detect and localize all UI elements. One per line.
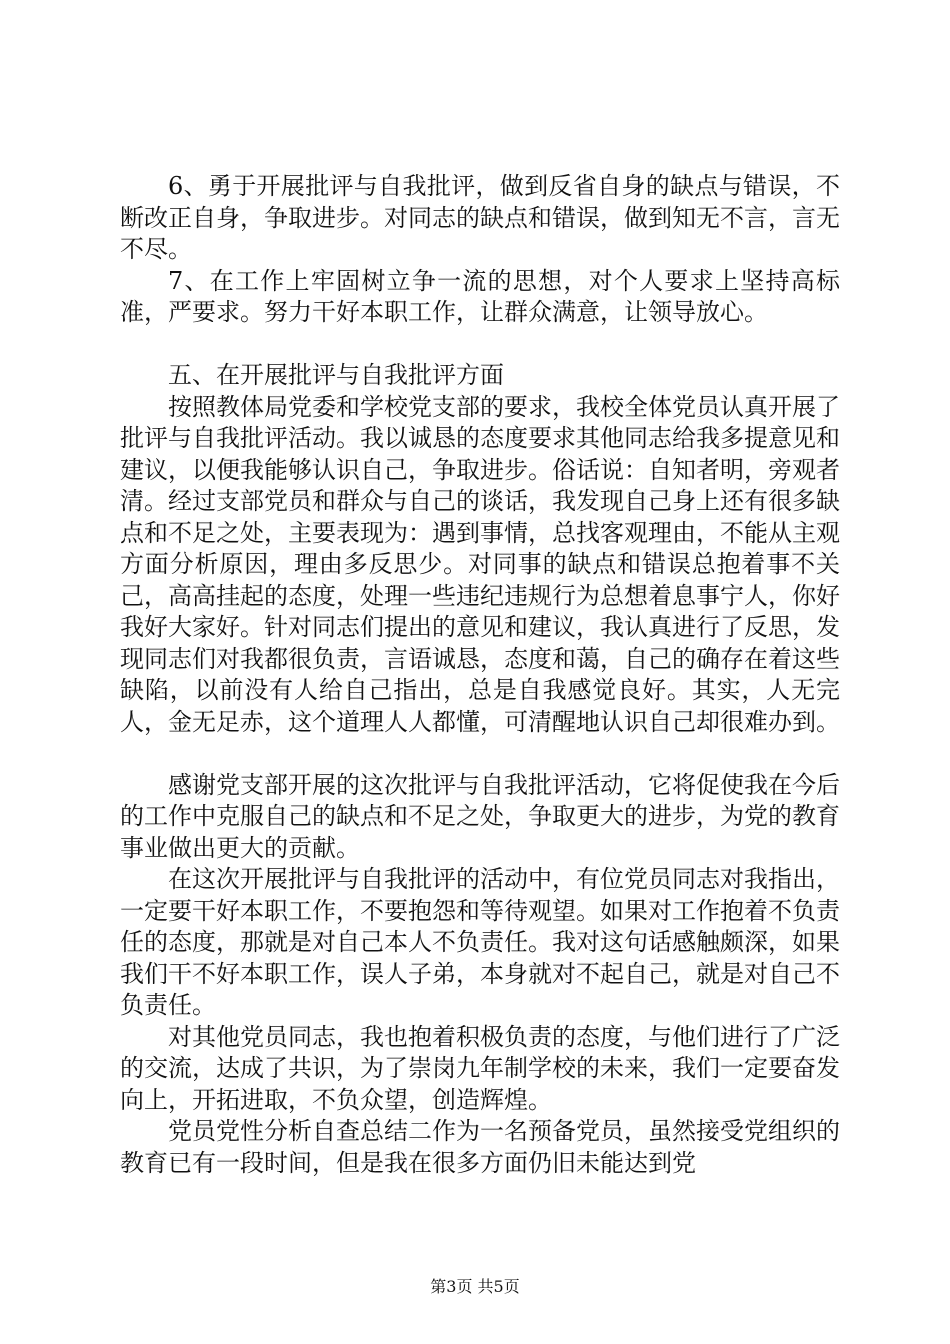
paragraph-gap [120, 329, 840, 361]
paragraph-feedback: 在这次开展批评与自我批评的活动中，有位党员同志对我指出，一定要干好本职工作，不要抱怨和等待观望。如果对工作抱着不负责任的态度，那就是对自己本人不负责任。我对这句话感触颇深，如果我们干不好本职工作，误人子弟，本身就对不起自己，就是对自己不负责任。 [120, 865, 840, 1019]
paragraph-self-criticism: 按照教体局党委和学校党支部的要求，我校全体党员认真开展了批评与自我批评活动。我以诚恳的态度要求其他同志给我多提意见和建议，以便我能够认识自己，争取进步。俗话说：自知者明，旁观者清。经过支部党员和群众与自己的谈话，我发现自己身上还有很多缺点和不足之处，主要表现为：遇到事情，总找客观理由，不能从主观方面分析原因，理由多反思少。对同事的缺点和错误总抱着事不关己，高高挂起的态度，处理一些违纪违规行为总想着息事宁人，你好我好大家好。针对同志们提出的意见和建议，我认真进行了反思，发现同志们对我都很负责，言语诚恳，态度和蔼，自己的确存在着这些缺陷，以前没有人给自己指出，总是自我感觉良好。其实，人无完人，金无足赤，这个道理人人都懂，可清醒地认识自己却很难办到。 [120, 392, 840, 736]
paragraph-thanks: 感谢党支部开展的这次批评与自我批评活动，它将促使我在今后的工作中克服自己的缺点和不足之处，争取更大的进步，为党的教育事业做出更大的贡献。 [120, 770, 840, 862]
section-heading-5: 五、在开展批评与自我批评方面 [168, 361, 504, 389]
paragraph-summary-two: 党员党性分析自查总结二作为一名预备党员，虽然接受党组织的教育已有一段时间，但是我在很多方面仍旧未能达到党 [120, 1117, 840, 1177]
paragraph-exchange: 对其他党员同志，我也抱着积极负责的态度，与他们进行了广泛的交流，达成了共识，为了崇岗九年制学校的未来，我们一定要奋发向上，开拓进取，不负众望，创造辉煌。 [120, 1022, 840, 1114]
paragraph-item-6: 6、勇于开展批评与自我批评，做到反省自身的缺点与错误，不断改正自身，争取进步。对同志的缺点和错误，做到知无不言，言无不尽。 [120, 172, 840, 263]
document-body [120, 171, 840, 1179]
paragraph-gap [120, 738, 840, 770]
page-number: 第3页 共5页 [430, 1277, 520, 1296]
paragraph-item-7: 7、在工作上牢固树立争一流的思想，对个人要求上坚持高标准，严要求。努力干好本职工作，让群众满意，让领导放心。 [120, 266, 840, 326]
